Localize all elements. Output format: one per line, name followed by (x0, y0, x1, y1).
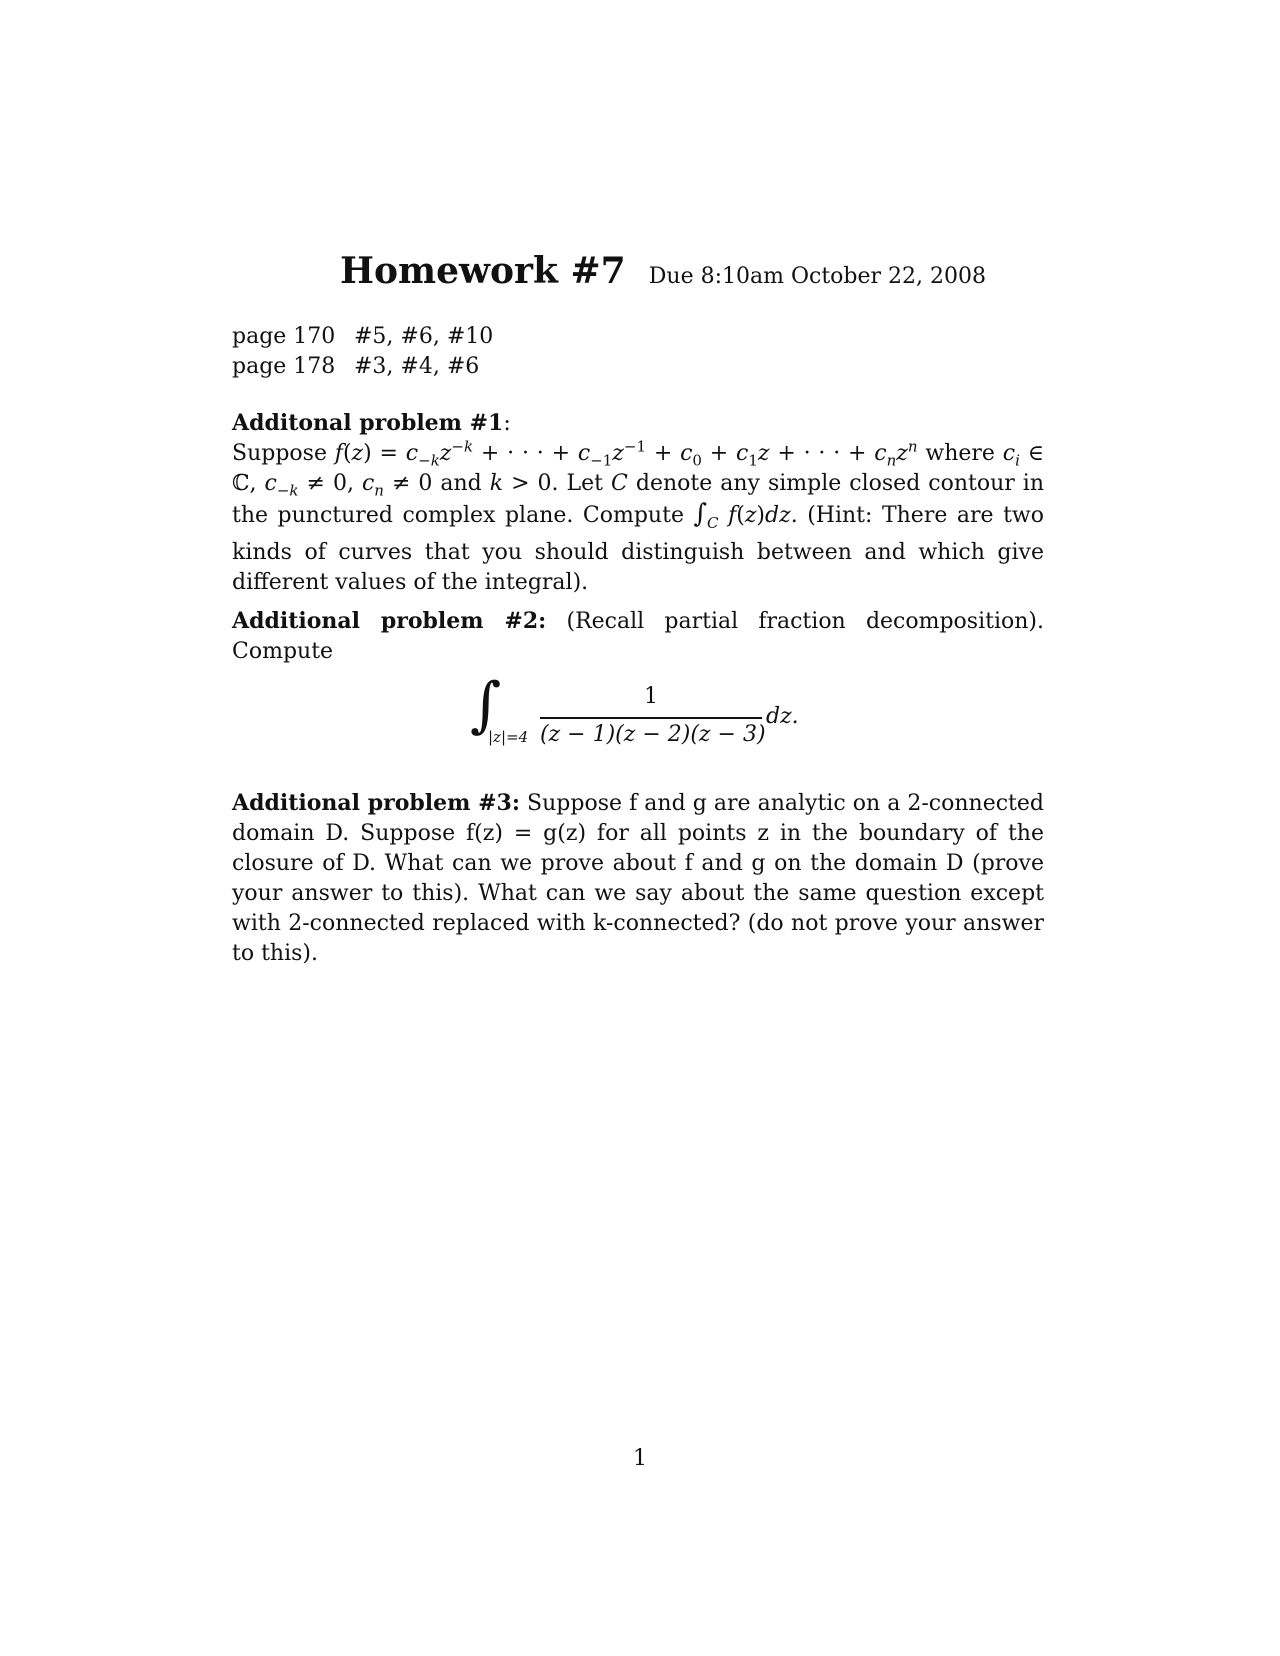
assignment-list (232, 322, 493, 382)
assignment-page: page 170 (232, 324, 336, 349)
problem-1 (232, 408, 1044, 598)
problem-2-text: (Recall partial fraction decomposition). Compute (232, 609, 1044, 664)
contour-integral-icon: ∫ (470, 670, 502, 740)
assignment-page: page 178 (232, 354, 336, 379)
problem-2-heading: Additional problem #2: (232, 608, 547, 634)
assignment-problems: #5, #6, #10 (354, 324, 494, 349)
page-number: 1 (633, 1446, 647, 1471)
due-date: Due 8:10am October 22, 2008 (648, 264, 986, 289)
fraction-numerator: 1 (644, 684, 658, 709)
assignment-problems: #3, #4, #6 (354, 354, 480, 379)
problem-3-text: Suppose f and g are analytic on a 2-connected domain D. Suppose f(z) = g(z) for all points z in the boundary of the closure of D. What can we prove about f and g on the domain D (prove your answer to this). What can we say about the same question except with 2-connected replaced with k-connected? (do not prove your answer to this). (232, 791, 1044, 966)
homework-title: Homework #7 (340, 250, 626, 292)
integral-differential: dz. (766, 704, 799, 729)
problem-1-heading-line: Additonal problem #1: (232, 410, 511, 436)
title-line (340, 250, 986, 292)
assignment-row (232, 352, 493, 382)
laurent-polynomial: f (334, 441, 343, 466)
problem-3 (232, 788, 1044, 969)
problem-1-body: Suppose $f(z) = c_{-k}z^{-k}$ + · · · + $c_{-1}z^{-1} + c_0 + c_1z$ + · · · + $c_nz^n$ where $c_i$ ∈ ℂ, $c_{-k} \ne 0$, $c_n \ne 0$ and k > 0. Let C denote any simple closed contour in the punctured complex plane. Compute $\int_C$ f(z)dz. (Hint: There are two kinds of curves that you should distinguish between and which give different values of the integral). (232, 437, 1045, 595)
fraction-bar (540, 717, 762, 719)
problem-3-heading: Additional problem #3: (232, 790, 520, 816)
integral-contour: |z|=4 (488, 728, 529, 746)
problem-2 (232, 606, 1044, 667)
integral-symbol: ∫ (693, 499, 708, 529)
fraction-denominator: (z − 1)(z − 2)(z − 3) (540, 722, 766, 747)
integral-display (470, 670, 810, 756)
problem-1-heading: Additonal problem #1 (232, 410, 504, 436)
assignment-row (232, 322, 493, 352)
